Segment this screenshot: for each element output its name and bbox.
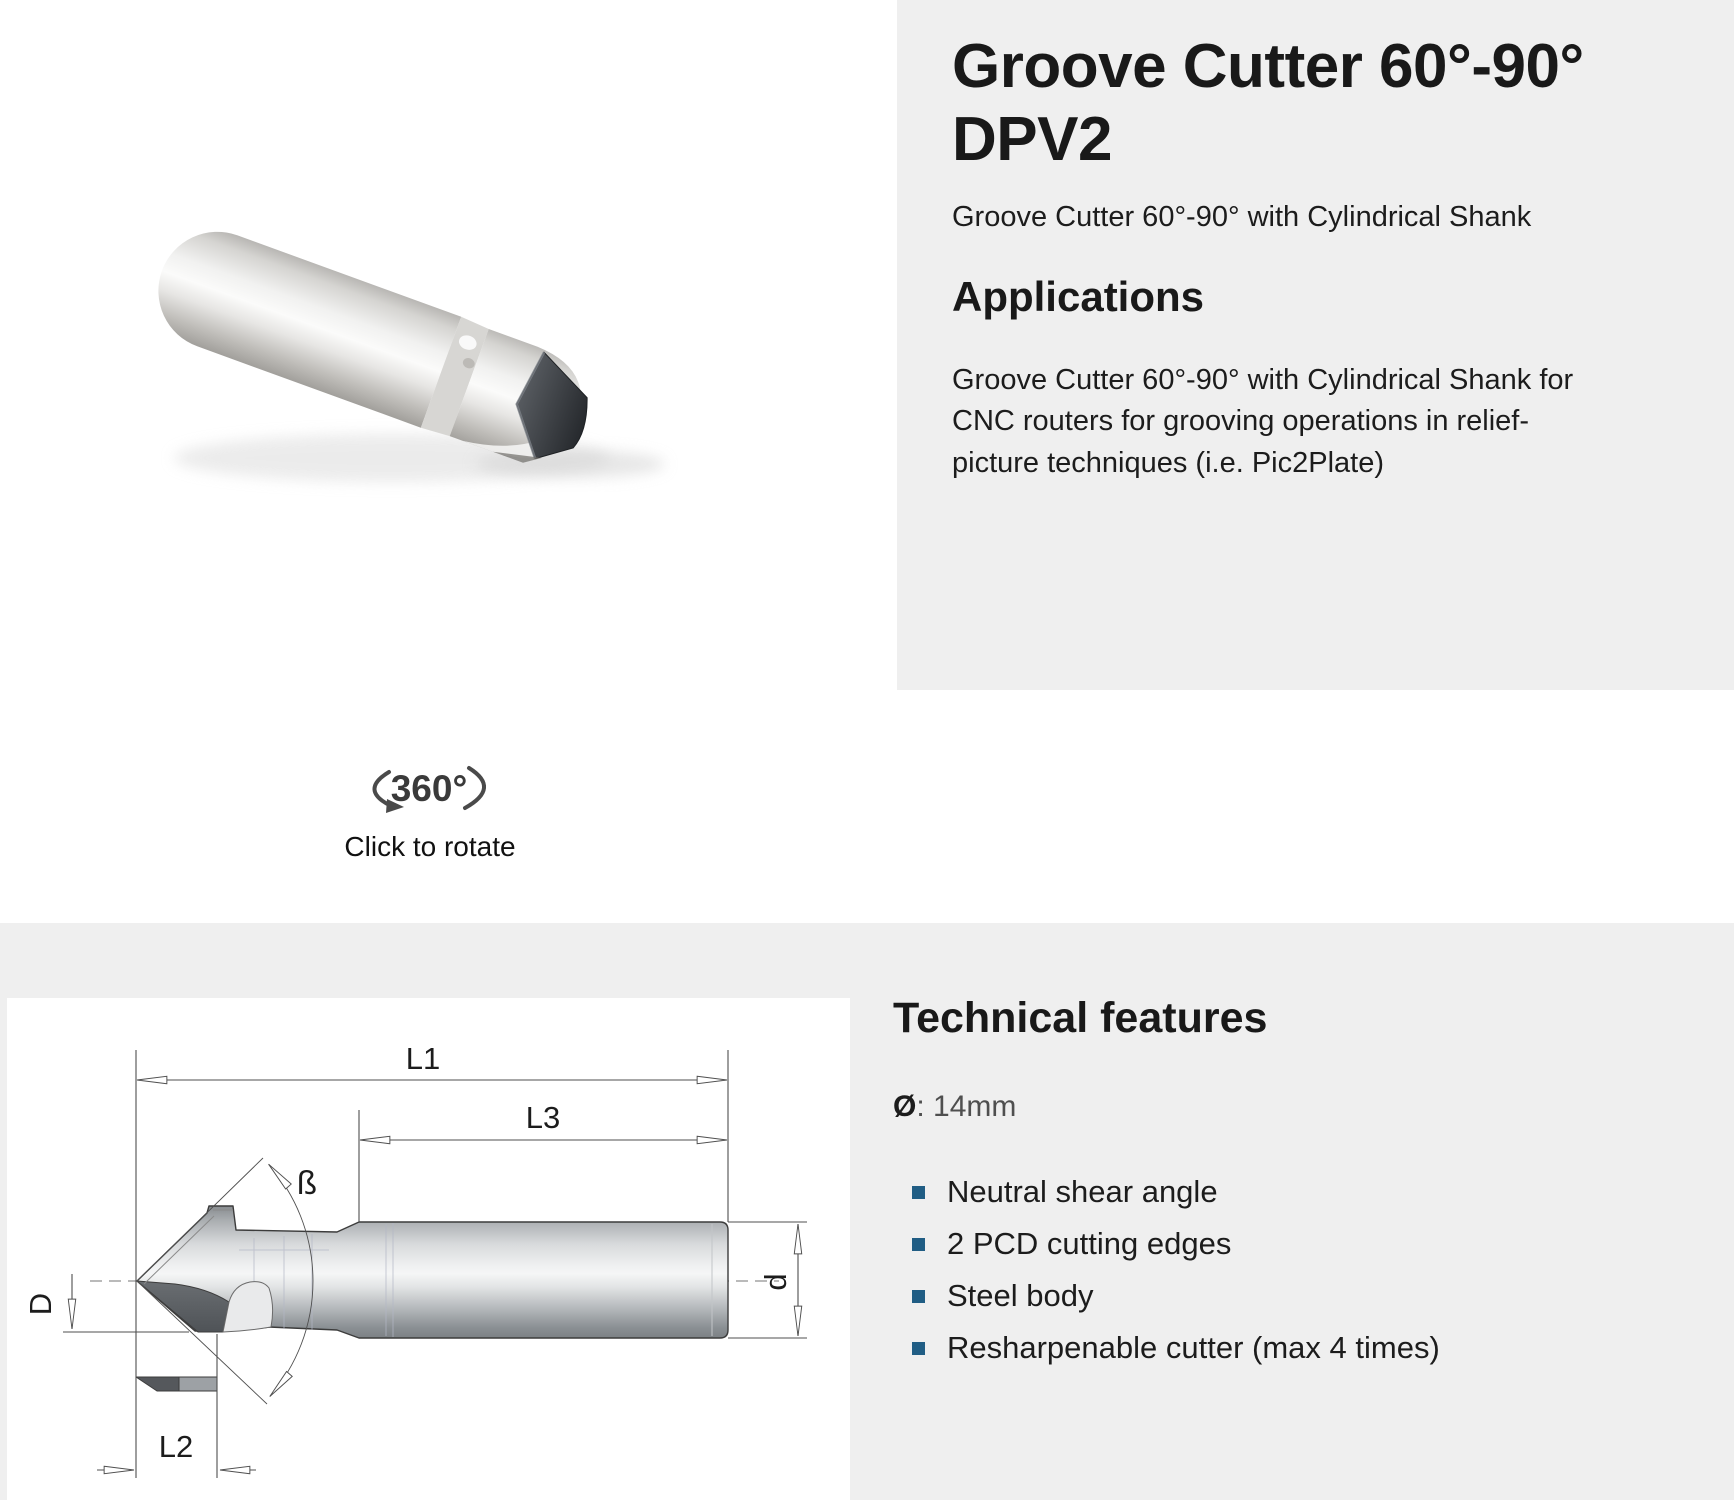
- feature-item: [893, 1277, 1653, 1315]
- technical-features-heading: Technical features: [893, 994, 1268, 1042]
- bullet-square-icon: [912, 1290, 925, 1303]
- feature-label: Steel body: [947, 1277, 1094, 1313]
- rotate-360-icon: [365, 756, 495, 826]
- rotate-icon-label: 360°: [390, 768, 468, 809]
- applications-heading: Applications: [952, 273, 1205, 321]
- feature-label: Resharpenable cutter (max 4 times): [947, 1329, 1440, 1365]
- diameter-value: : 14mm: [916, 1089, 1017, 1123]
- product-photo[interactable]: [130, 196, 730, 536]
- rotate-control[interactable]: [270, 756, 590, 864]
- dim-label-l1: L1: [405, 1041, 441, 1076]
- dim-label-d-lower: d: [758, 1273, 793, 1291]
- page-title: [952, 30, 1676, 176]
- bullet-square-icon: [912, 1342, 925, 1355]
- technical-features-column: [893, 993, 1653, 1381]
- dim-label-d-upper: D: [23, 1292, 58, 1316]
- features-list: [893, 1173, 1653, 1367]
- feature-item: [893, 1225, 1653, 1263]
- dim-label-l2: L2: [158, 1429, 194, 1464]
- technical-section: [0, 923, 1734, 1500]
- technical-drawing: [7, 998, 850, 1500]
- feature-item: [893, 1173, 1653, 1211]
- dim-label-beta: ß: [296, 1164, 318, 1201]
- feature-item: [893, 1329, 1653, 1367]
- page-title-line2: DPV2: [952, 105, 1112, 175]
- cutter-profile: [136, 1206, 728, 1391]
- feature-label: 2 PCD cutting edges: [947, 1225, 1232, 1261]
- page-title-line1: Groove Cutter 60°-90°: [952, 32, 1584, 101]
- feature-label: Neutral shear angle: [947, 1173, 1218, 1209]
- diameter-symbol: Ø: [893, 1089, 917, 1123]
- dim-label-l3: L3: [525, 1100, 561, 1135]
- diameter-spec: [893, 1089, 1653, 1125]
- applications-text: Groove Cutter 60°-90° with Cylindrical Shank for CNC routers for grooving operations in relief-picture techniques (i.e. Pic2Plate): [952, 363, 1574, 479]
- rotate-caption: Click to rotate: [344, 831, 516, 862]
- drawing-panel: [7, 998, 850, 1500]
- product-subtitle: Groove Cutter 60°-90° with Cylindrical Shank: [952, 201, 1532, 234]
- bullet-square-icon: [912, 1238, 925, 1251]
- product-info-panel: [897, 0, 1734, 690]
- bullet-square-icon: [912, 1186, 925, 1199]
